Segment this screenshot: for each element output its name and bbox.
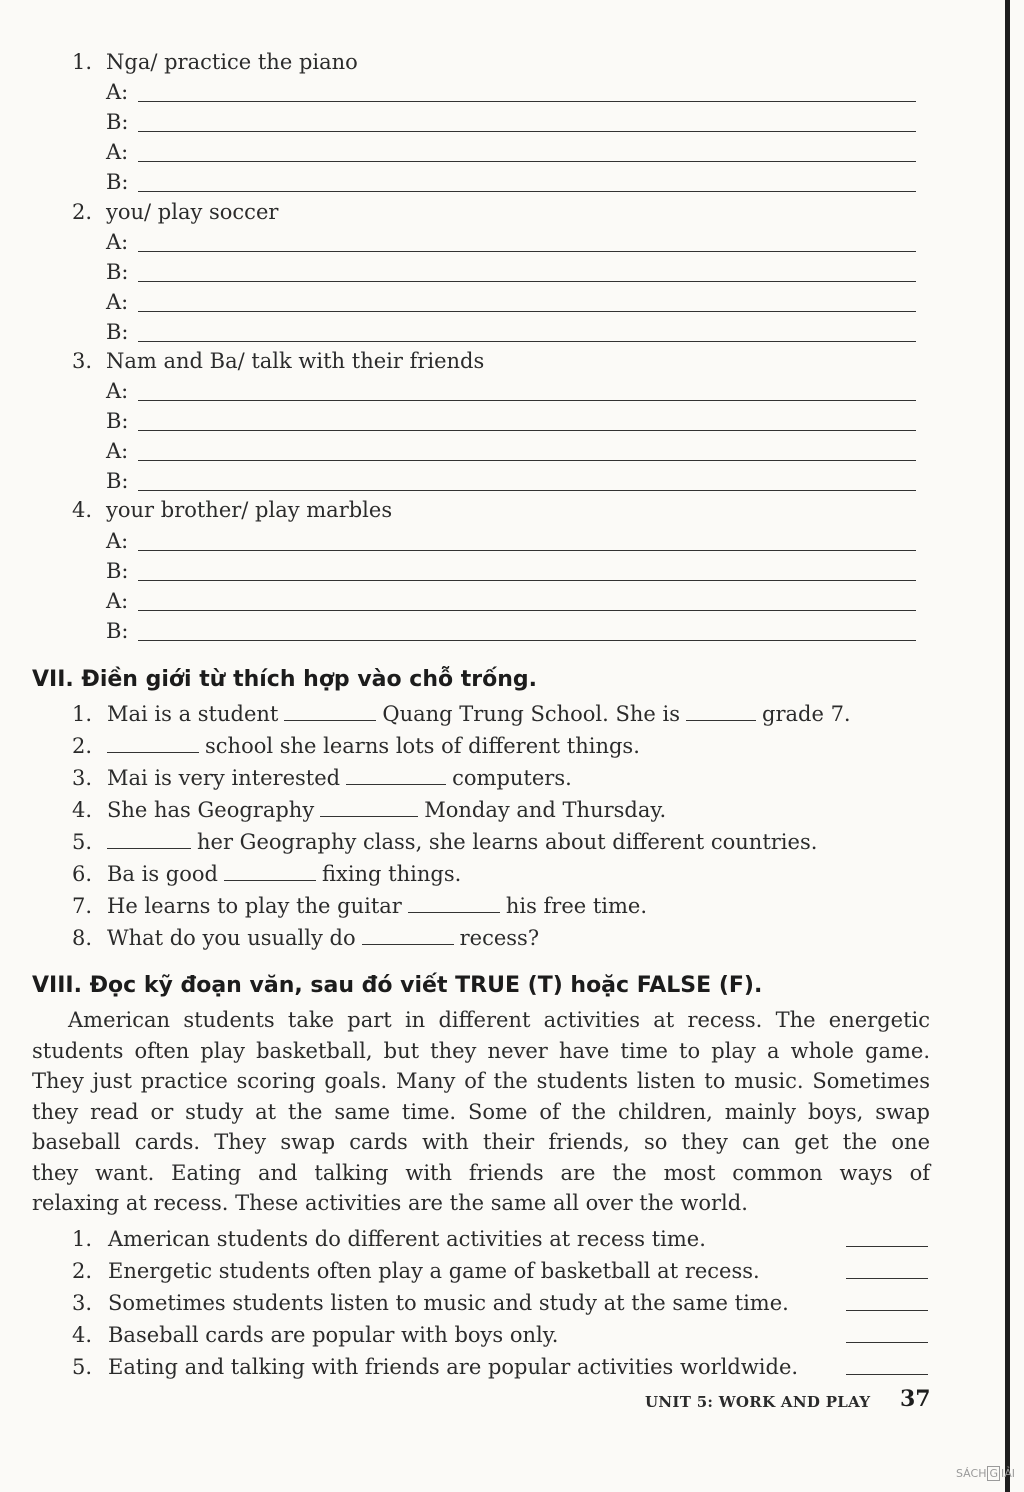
answer-line[interactable] xyxy=(138,460,916,461)
statement: American students do different activities at recess time. xyxy=(108,1227,706,1251)
item-number: 3. xyxy=(71,349,92,373)
answer-line[interactable] xyxy=(138,430,916,431)
answer-line[interactable] xyxy=(138,610,916,611)
blank[interactable] xyxy=(362,926,454,945)
answer-line[interactable] xyxy=(138,281,916,282)
item-number: 1. xyxy=(71,50,92,74)
blank[interactable] xyxy=(284,702,376,721)
dialogue-row[interactable]: A: xyxy=(106,438,916,464)
statement: Sometimes students listen to music and study at the same time. xyxy=(108,1291,789,1315)
item-number: 1. xyxy=(71,702,92,726)
passage-line: students often play basketball, but they never have time to play a whole game. xyxy=(32,1038,930,1063)
answer-line[interactable] xyxy=(138,251,916,252)
blank[interactable] xyxy=(346,766,446,785)
answer-line[interactable] xyxy=(138,640,916,641)
answer-line[interactable] xyxy=(138,161,916,162)
item-number: 3. xyxy=(71,766,92,790)
sentence: her Geography class, she learns about different countries. xyxy=(107,829,817,855)
footer-unit-title: UNIT 5: WORK AND PLAY xyxy=(645,1393,871,1411)
answer-blank[interactable] xyxy=(846,1310,928,1311)
item-prompt: Nam and Ba/ talk with their friends xyxy=(106,349,485,373)
answer-line[interactable] xyxy=(138,550,916,551)
blank[interactable] xyxy=(224,862,316,881)
statement: Eating and talking with friends are popular activities worldwide. xyxy=(108,1355,799,1379)
dialogue-row[interactable]: B: xyxy=(106,408,916,434)
answer-blank[interactable] xyxy=(846,1342,928,1343)
dialogue-row[interactable]: B: xyxy=(106,319,916,345)
item-prompt: you/ play soccer xyxy=(106,200,279,224)
reading-passage xyxy=(32,1005,930,1219)
answer-line[interactable] xyxy=(138,311,916,312)
blank[interactable] xyxy=(408,894,500,913)
item-number: 1. xyxy=(71,1227,92,1251)
dialogue-row[interactable]: B: xyxy=(106,618,916,644)
item-number: 2. xyxy=(71,200,92,224)
blank[interactable] xyxy=(686,702,756,721)
answer-line[interactable] xyxy=(138,341,916,342)
item-number: 6. xyxy=(71,862,92,886)
item-number: 4. xyxy=(71,798,92,822)
answer-line[interactable] xyxy=(138,131,916,132)
blank[interactable] xyxy=(320,798,418,817)
answer-blank[interactable] xyxy=(846,1374,928,1375)
sentence: What do you usually do recess? xyxy=(107,926,540,950)
answer-line[interactable] xyxy=(138,191,916,192)
page-edge-shadow xyxy=(1005,0,1010,1492)
passage-line: they read or study at the same time. Some of the children, mainly boys, swap xyxy=(32,1099,930,1124)
passage-line: relaxing at recess. These activities are the same all over the world. xyxy=(32,1191,748,1215)
item-number: 4. xyxy=(71,1323,92,1347)
item-number: 4. xyxy=(71,498,92,522)
dialogue-row[interactable]: A: xyxy=(106,79,916,105)
dialogue-row[interactable]: B: xyxy=(106,558,916,584)
dialogue-row[interactable]: A: xyxy=(106,528,916,554)
dialogue-row[interactable]: B: xyxy=(106,169,916,195)
dialogue-row[interactable]: B: xyxy=(106,259,916,285)
dialogue-row[interactable]: A: xyxy=(106,378,916,404)
answer-blank[interactable] xyxy=(846,1246,928,1247)
sentence: Mai is a student Quang Trung School. She is grade 7. xyxy=(107,702,851,726)
sentence: Ba is good fixing things. xyxy=(107,862,462,886)
passage-line: they want. Eating and talking with friends are the most common ways of xyxy=(32,1160,930,1185)
item-number: 2. xyxy=(71,734,92,758)
passage-line: American students take part in different activities at recess. The energetic xyxy=(68,1008,930,1032)
item-number: 5. xyxy=(71,1355,92,1379)
sentence: school she learns lots of different things. xyxy=(107,733,640,759)
dialogue-row[interactable]: B: xyxy=(106,109,916,135)
item-number: 7. xyxy=(71,894,92,918)
section-vii-heading: VII. Điền giới từ thích hợp vào chỗ trống. xyxy=(32,667,538,692)
item-number: 5. xyxy=(71,830,92,854)
statement: Energetic students often play a game of basketball at recess. xyxy=(108,1259,760,1283)
answer-line[interactable] xyxy=(138,580,916,581)
blank[interactable] xyxy=(107,830,191,849)
section-viii-heading: VIII. Đọc kỹ đoạn văn, sau đó viết TRUE (T) hoặc FALSE (F). xyxy=(32,973,763,998)
passage-line: baseball cards. They swap cards with their friends, so they can get the one xyxy=(32,1130,930,1154)
sentence: Mai is very interested computers. xyxy=(107,766,572,790)
answer-blank[interactable] xyxy=(846,1278,928,1279)
sentence: He learns to play the guitar his free time. xyxy=(107,894,648,918)
dialogue-row[interactable]: A: xyxy=(106,289,916,315)
answer-line[interactable] xyxy=(138,490,916,491)
dialogue-row[interactable]: A: xyxy=(106,229,916,255)
answer-line[interactable] xyxy=(138,400,916,401)
dialogue-row[interactable]: A: xyxy=(106,139,916,165)
dialogue-row[interactable]: B: xyxy=(106,468,916,494)
sentence: She has Geography Monday and Thursday. xyxy=(107,798,667,822)
statement: Baseball cards are popular with boys only. xyxy=(108,1323,559,1347)
item-number: 2. xyxy=(71,1259,92,1283)
item-number: 3. xyxy=(71,1291,92,1315)
blank[interactable] xyxy=(107,734,199,753)
watermark-logo: SÁCH G IẢI xyxy=(956,1467,1016,1480)
page-number: 37 xyxy=(900,1386,931,1412)
dialogue-row[interactable]: A: xyxy=(106,588,916,614)
item-prompt: your brother/ play marbles xyxy=(106,498,393,522)
item-prompt: Nga/ practice the piano xyxy=(106,50,358,74)
passage-line: They just practice scoring goals. Many of the students listen to music. Sometimes xyxy=(32,1069,930,1093)
item-number: 8. xyxy=(71,926,92,950)
answer-line[interactable] xyxy=(138,101,916,102)
